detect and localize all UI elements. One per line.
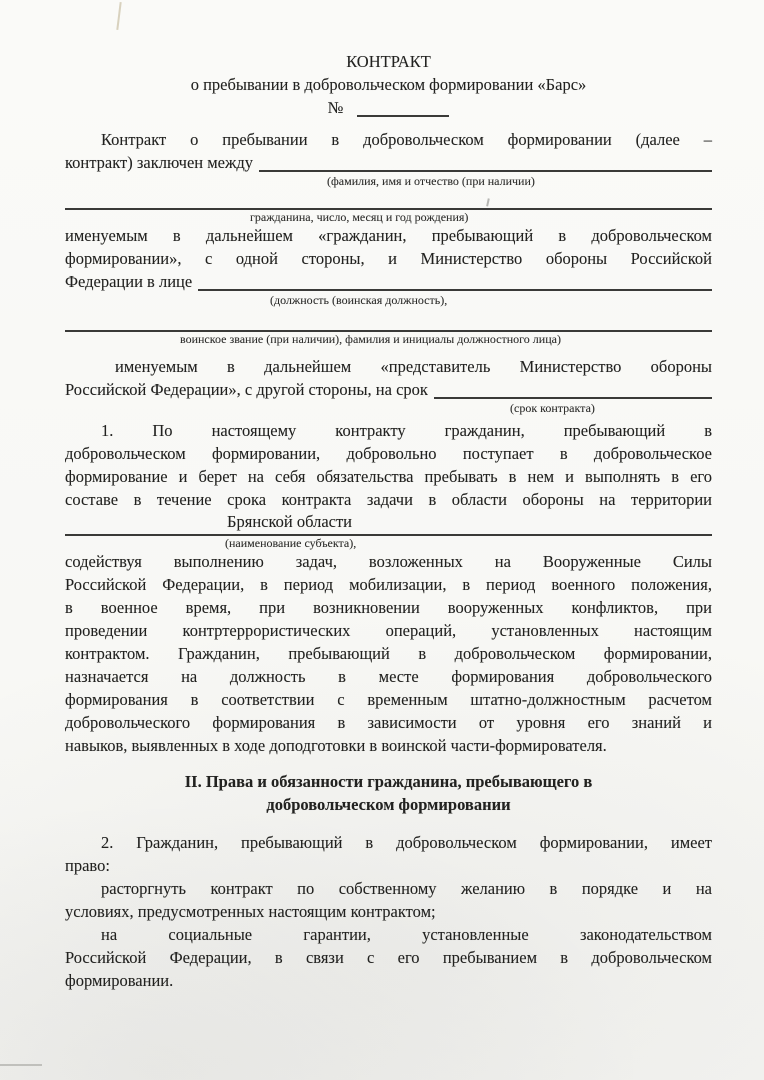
subject-filled-field <box>65 511 712 536</box>
caption-position: (должность (воинская должность), <box>270 293 448 307</box>
document-body <box>65 50 712 992</box>
clause1-line-10: назначается на должность в месте формирования добровольческого <box>65 667 712 686</box>
party1-line-3 <box>65 270 712 293</box>
caption-subject: (наименование субъекта), <box>225 536 357 550</box>
clause2-item2-line-2: Российской Федерации, в связи с его пребыванием в добровольческом <box>65 948 712 967</box>
clause1-line-7: в военное время, при возникновении вооруженных конфликтов, при <box>65 598 712 617</box>
caption-official: воинское звание (при наличии), фамилия и инициалы должностного лица) <box>180 332 561 346</box>
party1-line-2: формировании», с одной стороны, и Министерство обороны Российской <box>65 249 712 268</box>
section2-heading-line-2: добровольческом формировании <box>266 795 511 814</box>
number-sign: № <box>327 98 344 117</box>
clause1-line-1: 1. По настоящему контракту гражданин, пребывающий в <box>101 421 712 440</box>
position-blank-field <box>198 289 712 291</box>
term-blank-field <box>434 397 712 399</box>
caption-birth-date: гражданина, число, месяц и год рождения) <box>250 210 469 224</box>
scan-artifact-pen-mark <box>116 2 121 30</box>
intro-line-2-text: контракт) заключен между <box>65 153 254 172</box>
party1-line-3-text: Федерации в лице <box>65 272 193 291</box>
document-subtitle: о пребывании в добровольческом формировании «Барс» <box>190 75 587 94</box>
clause1-line-6: Российской Федерации, в период мобилизации, в период военного положения, <box>65 575 712 594</box>
clause1-line-2: добровольческом формировании, добровольно поступает в добровольческое <box>65 444 712 463</box>
scan-artifact-edge-line <box>0 1064 42 1066</box>
subject-value: Брянской области <box>227 512 353 531</box>
clause1-line-12: добровольческого формирования в зависимости от уровня его знаний и <box>65 713 712 732</box>
section2-heading-line-1: II. Права и обязанности гражданина, пребывающего в <box>184 772 593 791</box>
clause1-line-9: контрактом. Гражданин, пребывающий в добровольческом формировании, <box>65 644 712 663</box>
clause1-line-8: проведении контртеррористических операций, установленных настоящим <box>65 621 712 640</box>
clause2-item1-line-2: условиях, предусмотренных настоящим контрактом; <box>65 902 436 921</box>
clause1-line-4: составе в течение срока контракта задачи в области обороны на территории <box>65 490 712 509</box>
caption-full-name: (фамилия, имя и отчество (при наличии) <box>327 174 535 188</box>
clause1-line-13: навыков, выявленных в ходе доподготовки в воинской части-формирователя. <box>65 736 607 755</box>
full-name-blank-field <box>259 170 712 172</box>
intro-line-2 <box>65 151 712 174</box>
document-title: КОНТРАКТ <box>346 52 431 71</box>
party2-line-2 <box>65 378 712 401</box>
clause1-line-5: содействуя выполнению задач, возложенных на Вооруженные Силы <box>65 552 712 571</box>
caption-term: (срок контракта) <box>510 401 595 415</box>
intro-line-1: Контракт о пребывании в добровольческом формировании (далее – <box>101 130 712 149</box>
clause2-item1-line-1: расторгнуть контракт по собственному желанию в порядке и на <box>101 879 712 898</box>
section2-heading <box>65 770 712 816</box>
contract-number-row <box>65 96 712 119</box>
party2-line-1: именуемым в дальнейшем «представитель Министерство обороны <box>115 357 712 376</box>
clause2-item2-line-3: формировании. <box>65 971 174 990</box>
clause2-line-2: право: <box>65 856 110 875</box>
contract-number-blank-field <box>357 115 449 117</box>
party1-line-1: именуемым в дальнейшем «гражданин, пребывающий в добровольческом <box>65 226 712 245</box>
clause1-line-11: формирования в соответствии с временным штатно-должностным расчетом <box>65 690 712 709</box>
clause1-line-3: формирование и берет на себя обязательства пребывать в нем и выполнять в его <box>65 467 712 486</box>
party2-line-2-text: Российской Федерации», с другой стороны, на срок <box>65 380 428 399</box>
clause2-item2-line-1: на социальные гарантии, установленные законодательством <box>101 925 712 944</box>
clause2-line-1: 2. Гражданин, пребывающий в добровольческом формировании, имеет <box>101 833 712 852</box>
